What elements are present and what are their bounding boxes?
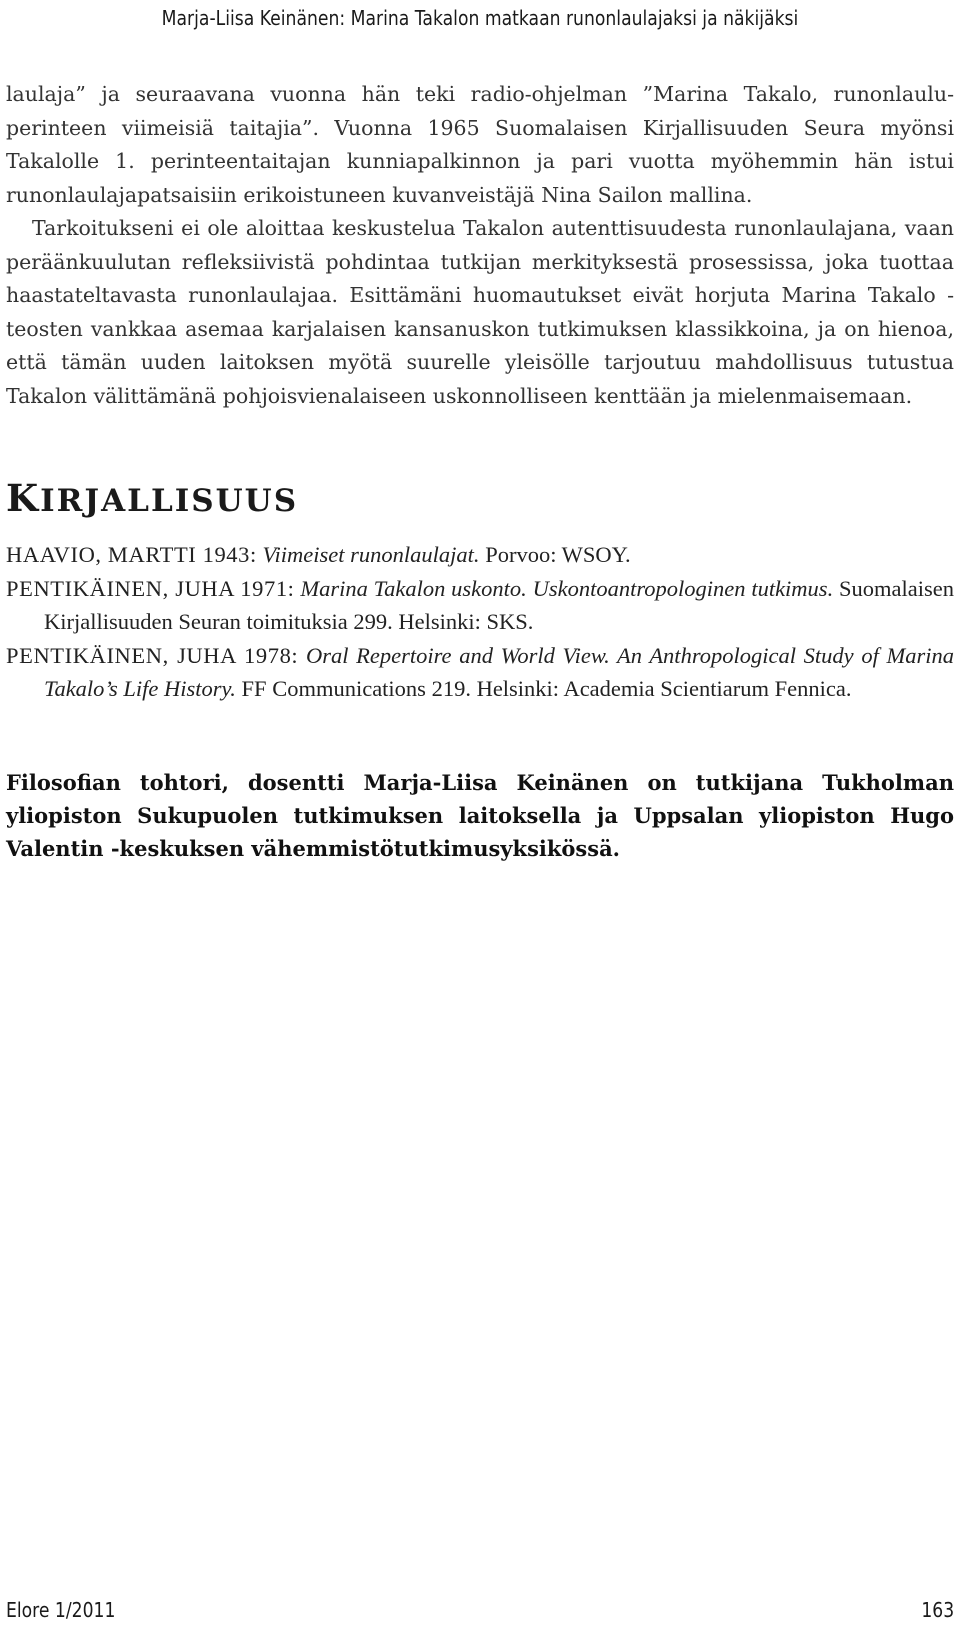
reference-title: Oral Repertoire and World View. An Anthropological Study of Marina Takalo’s Life History. (44, 642, 954, 701)
reference-publisher: Porvoo: WSOY. (485, 542, 631, 567)
reference-item-pentikainen-1978 (6, 639, 954, 706)
reference-title: Viimeiset runonlaulajat. (262, 542, 480, 567)
reference-author: PENTIKÄINEN, JUHA 1971: (6, 575, 295, 601)
journal-issue: Elore 1/2011 (6, 1598, 116, 1622)
reference-publisher: Suomalaisen Kirjallisuuden Seuran toimituksia 299. Helsinki: SKS. (44, 575, 954, 634)
references-heading-rest: IRJALLISUUS (40, 483, 299, 519)
reference-author: PENTIKÄINEN, JUHA 1978: (6, 642, 299, 668)
author-bio: Filosofian tohtori, dosentti Marja-Liisa Keinänen on tutkijana Tukholman yliopiston Sukupuolen tutkimuksen laitoksella ja Uppsalan yliopiston Hugo Valentin -keskuksen vähemmistötutkimusyksikössä. (6, 770, 954, 861)
article-body (6, 78, 954, 413)
references-heading (6, 476, 298, 520)
reference-item-pentikainen-1971 (6, 572, 954, 639)
reference-author: HAAVIO, MARTTI 1943: (6, 542, 257, 567)
body-paragraph-1: laulaja” ja seuraavana vuonna hän teki radio-ohjelman ”Marina Takalo, runonlauluperinteen viimeisiä taitajia”. Vuonna 1965 Suomalaisen Kirjallisuuden Seura myönsi Takalolle 1. perinteentaitajan kunniapalkinnon ja pari vuotta myöhemmin hän istui runonlaulajapatsaisiin erikoistuneen kuvanveistäjä Nina Sailon mallina. (6, 82, 954, 207)
body-paragraph-2: Tarkoitukseni ei ole aloittaa keskustelua Takalon autenttisuudesta runonlaulajana, vaan peräänkuulutan refleksiivistä pohdintaa tutkijan merkityksestä prosessissa, joka tuottaa haastateltavasta runonlaulajaa. Esittämäni huomautukset eivät horjuta Marina Takalo -teosten vankkaa asemaa karjalaisen kansanuskon tutkimuksen klassikkoina, ja on hienoa, että tämän uuden laitoksen myötä suurelle yleisölle tarjoutuu mahdollisuus tutustua Takalon välittämänä pohjoisvienalaiseen uskonnolliseen kenttään ja mielenmaisemaan. (6, 216, 954, 408)
page-number: 163 (921, 1598, 954, 1622)
running-header: Marja-Liisa Keinänen: Marina Takalon matkaan runonlaulajaksi ja näkijäksi (161, 6, 799, 30)
references-heading-cap: K (6, 476, 41, 520)
reference-publisher: FF Communications 219. Helsinki: Academia Scientiarum Fennica. (241, 676, 852, 701)
reference-item-haavio-1943 (6, 538, 954, 572)
references-list (6, 538, 954, 706)
reference-title: Marina Takalon uskonto. Uskontoantropologinen tutkimus. (300, 575, 834, 601)
